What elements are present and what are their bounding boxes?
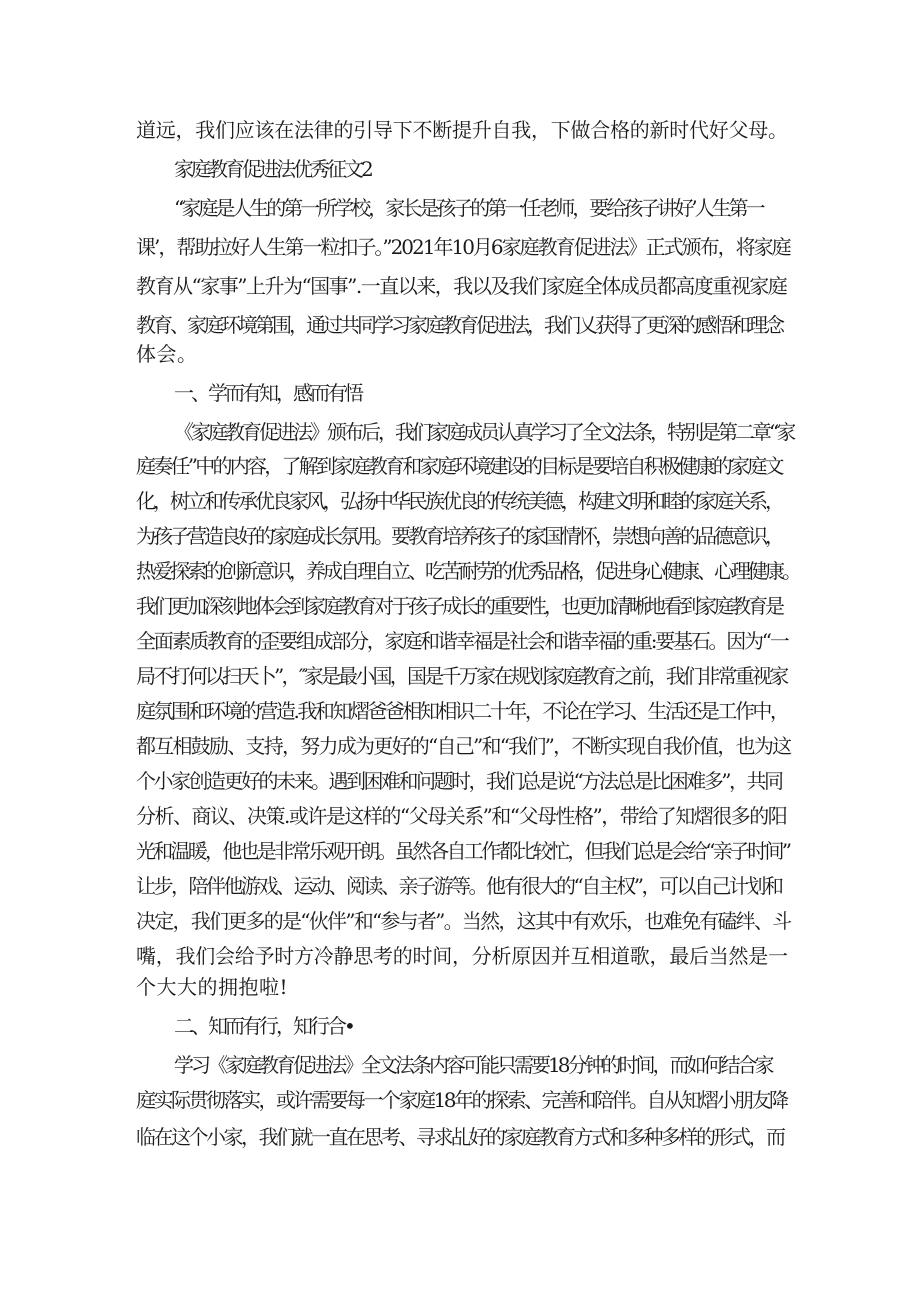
paragraph-line: 个大大的拥抱啦! xyxy=(136,975,289,999)
paragraph-line: 局不打何以扫天卜”，″家是最小国，国是千万家在规划家庭教育之前，我们非常重视家 xyxy=(136,664,787,688)
paragraph-line: 我们更加深刻地体会到家庭教育对于孩子成长的重要性，也更加清晰地看到家庭教育是 xyxy=(136,594,782,618)
paragraph-line: 学习《家庭教育促进法》全文法条内容可能只需要18分钟的时间，而如何结合家 xyxy=(174,1053,772,1077)
paragraph-line: 热爱探索的创新意识，养成自理自立、吃苦耐劳的优秀品格，促进身心健康、心理健康。 xyxy=(136,559,799,583)
paragraph-line: 决定，我们更多的是“伙伴”和“参与者”。当然，这其中有欢乐，也难免有磕绊、斗 xyxy=(136,909,791,933)
section-title: 家庭教育促进法优秀征文2 xyxy=(174,157,371,181)
paragraph-line: 都互相鼓励、支持，努力成为更好的“自己”和“我们”，不断实现自我价值，也为这 xyxy=(136,734,791,758)
paragraph-line: 教育从“家事”上升为“国事”.一直以来，我以及我们家庭全体成员都高度重视家庭 xyxy=(136,274,787,298)
paragraph-line: 让步，陪伴他游戏、运动、阅读、亲子游等。他有很大的“自主权”，可以自己计划和 xyxy=(136,874,782,898)
paragraph-line: 临在这个小家，我们就一直在思考、寻求乩好的家庭教育方式和多种多样的形式，而 xyxy=(136,1125,784,1149)
paragraph-line: 分析、商议、决策.或许是这样的“父母关系”和“父母性格”，带给了知熠很多的阳 xyxy=(136,804,787,828)
paragraph-line: 庭氛围和环境的营造.我和知熠爸爸相知相识二十年，不论在学习、生活还是工作中， xyxy=(136,699,788,723)
paragraph-line: 嘴，我们会给予时方冷静思考的时间，分析原因并互相道歌，最后当然是一 xyxy=(136,944,788,968)
paragraph-line: “家庭是人生的第一所学校，家长是孩子的第一任老师，要给孩子讲好’人生第一 xyxy=(174,196,763,220)
paragraph-line: 体会。 xyxy=(136,342,198,366)
paragraph-line: 化，树立和传承优良家风，弘扬中华民族优良的传统美德，构建文明和睦的家庭关系， xyxy=(136,489,782,513)
paragraph-line: 光和温暖，他也是非常乐观开朗。虽然各自工作都比较忙，但我们总是会给“亲子时间” xyxy=(136,839,790,863)
paragraph-line: 庭实际贯彻落实，或许需要每一个家庭18年的探索、完善和陪伴。自从知熠小朋友降 xyxy=(136,1088,787,1112)
section-heading: 一、学而有知，感而有悟 xyxy=(174,381,361,405)
section-heading: 二、知而有行，知行合• xyxy=(174,1014,353,1038)
paragraph-line: 个小家创造更好的未来。遇到困难和问题时，我们总是说“方法总是比困难多”，共同 xyxy=(136,769,782,793)
paragraph-line: 道远，我们应该在法律的引导下不断提升自我，下做合格的新时代好父母。 xyxy=(136,118,788,142)
paragraph-line: 课’，帮助拉好人生第一粒扣子。”2021年10月6家庭教育促进法》正式颁布，将家庭 xyxy=(136,235,790,259)
paragraph-line: 教育、家庭环境第围，通过共同学习家庭教育促进法，我们乂获得了更深的感悟和理念 xyxy=(136,313,782,337)
paragraph-line: 庭奏任”中的内容，了解到家庭教育和家庭环境建设的目标是要培自积极健康的家庭文 xyxy=(136,454,782,478)
paragraph-line: 为孩子营造良好的家庭成长氛用。要教育培养孩子的家国情怀，崇想向善的品德意识， xyxy=(136,524,782,548)
paragraph-line: 全面素质教育的歪要组成部分，家庭和谐幸福是社会和谐幸福的重:要基石。因为“一 xyxy=(136,629,788,653)
paragraph-line: 《家庭教育促进法》颁布后，我们家庭成员认真学习了全文法条，特别是第二章“家 xyxy=(174,420,794,444)
